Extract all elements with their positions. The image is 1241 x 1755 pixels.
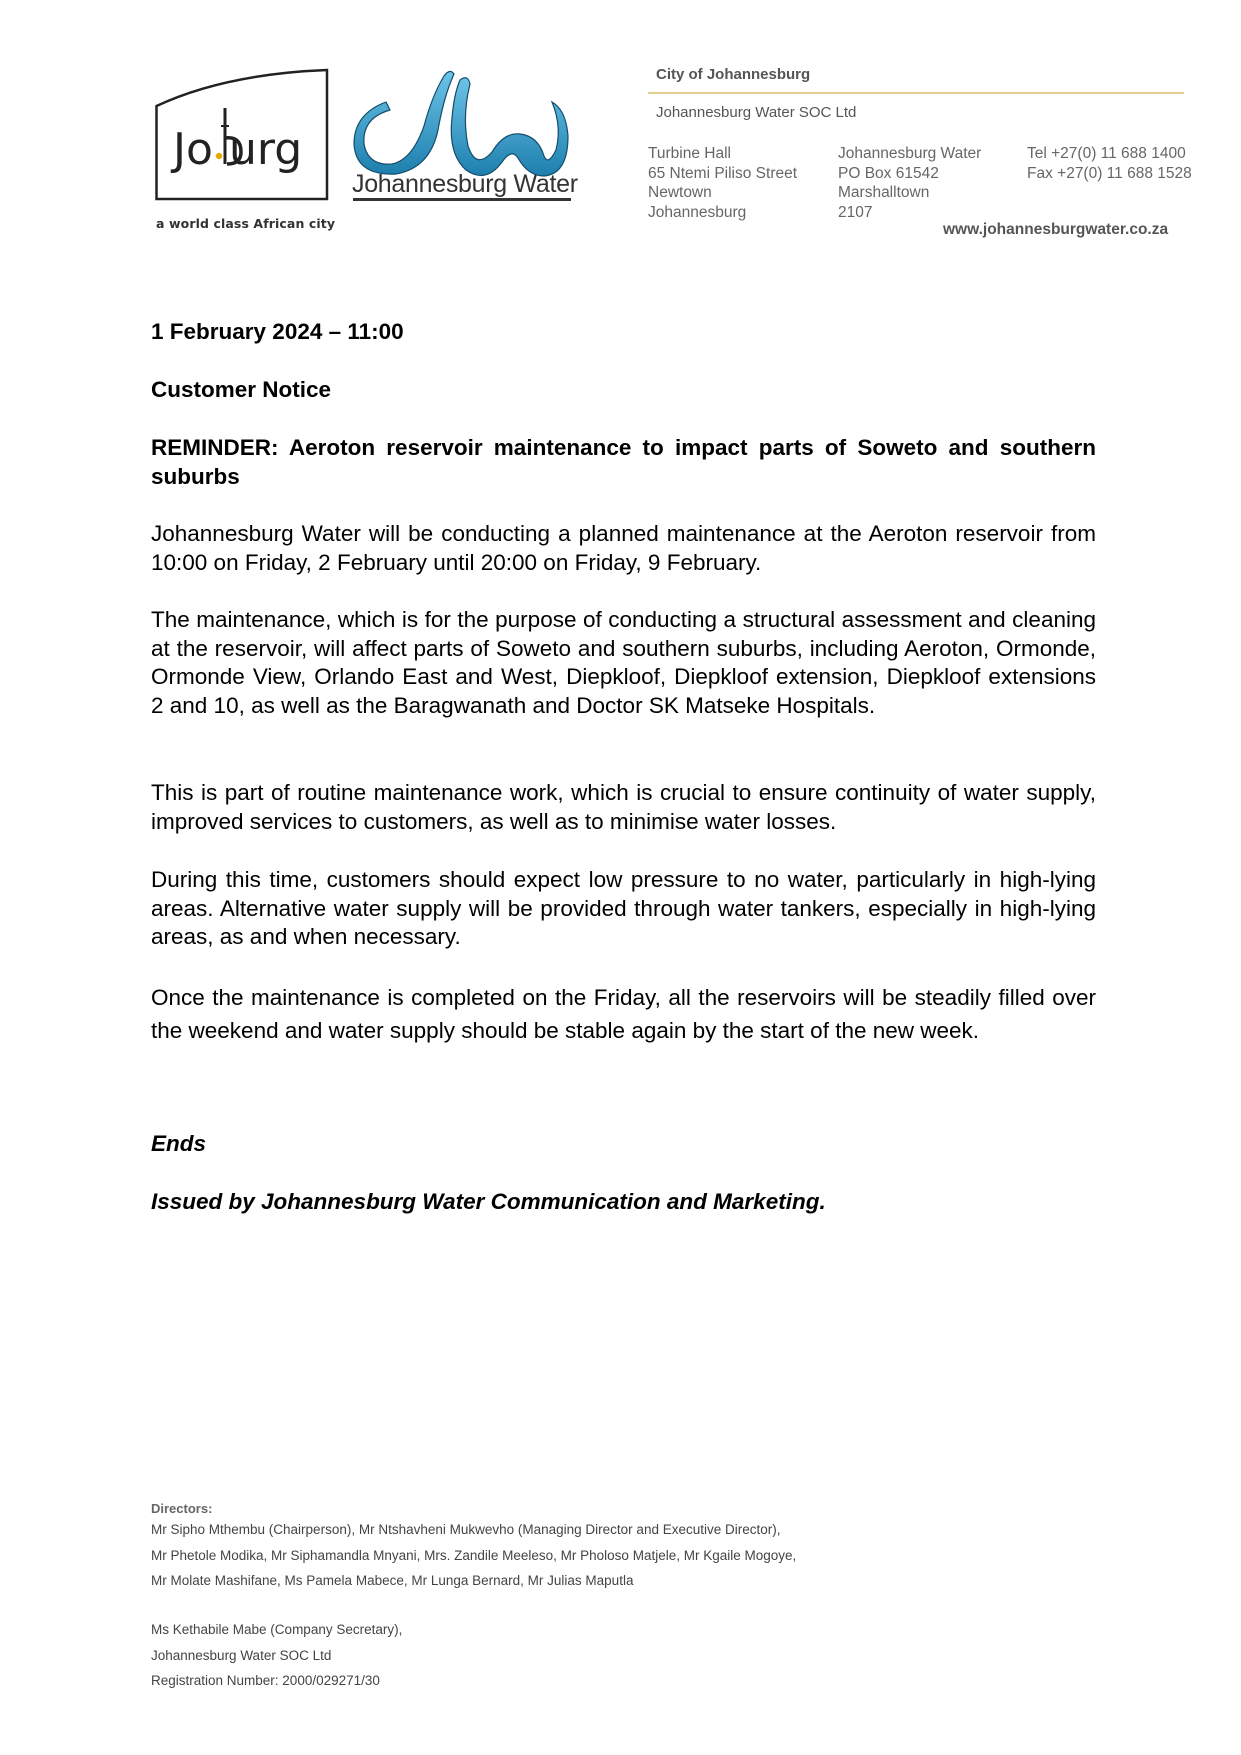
svg-text:urg: urg <box>229 124 303 175</box>
registration-number: Registration Number: 2000/029271/30 <box>151 1673 380 1688</box>
website-link[interactable]: www.johannesburgwater.co.za <box>943 221 1169 238</box>
address-line: Newtown <box>648 184 712 201</box>
paragraph-schedule: Johannesburg Water will be conducting a planned maintenance at the Aeroton reservoir from 10:00 on Friday, 2 February until 20:00 on Friday, 9 February. <box>151 521 1096 575</box>
address-line: 65 Ntemi Piliso Street <box>648 164 798 182</box>
paragraph-impact: During this time, customers should expect low pressure to no water, particularly in high-lying areas. Alternative water supply will be provided through water tankers, especially in high-lying areas, as and when necessary. <box>151 867 1096 949</box>
paragraph-purpose: This is part of routine maintenance work, which is crucial to ensure continuity of water supply, improved services to customers, as well as to minimise water losses. <box>151 780 1096 834</box>
city-name: City of Johannesburg <box>656 66 811 83</box>
address-line: Turbine Hall <box>648 145 731 162</box>
issued-by: Issued by Johannesburg Water Communication and Marketing. <box>151 1189 826 1214</box>
directors-line: Mr Molate Mashifane, Ms Pamela Mabece, Mr Lunga Bernard, Mr Julias Maputla <box>151 1573 634 1588</box>
notice-date: 1 February 2024 – 11:00 <box>151 319 404 344</box>
address-line: Johannesburg Water <box>838 145 982 162</box>
ends-marker: Ends <box>151 1131 207 1156</box>
footer-company: Johannesburg Water SOC Ltd <box>151 1647 332 1663</box>
address-line: Johannesburg <box>648 203 747 221</box>
joburg-tagline: a world class African city <box>156 216 336 231</box>
directors-line: Mr Sipho Mthembu (Chairperson), Mr Ntshavheni Mukwevho (Managing Director and Executive Director), <box>151 1522 781 1537</box>
directors-line: Mr Phetole Modika, Mr Siphamandla Mnyani, Mrs. Zandile Meeleso, Mr Pholoso Matjele, Mr Kgaile Mogoye, <box>151 1547 797 1563</box>
fax: Fax +27(0) 11 688 1528 <box>1027 164 1192 182</box>
physical-address <box>648 144 797 222</box>
contact-info <box>1027 144 1192 183</box>
directors-list <box>151 1517 796 1594</box>
johannesburg-water-wordmark: Johannesburg Water <box>352 170 578 198</box>
joburg-wordmark: Jo <box>173 124 213 175</box>
telephone: Tel +27(0) 11 688 1400 <box>1027 145 1186 162</box>
directors-label: Directors: <box>151 1501 213 1516</box>
address-line: Marshalltown <box>838 184 930 201</box>
notice-type: Customer Notice <box>151 377 332 402</box>
company-registration <box>151 1617 402 1694</box>
postal-address <box>838 144 981 222</box>
tower-dot-icon <box>216 153 222 159</box>
letterhead-divider <box>648 92 1184 94</box>
company-name: Johannesburg Water SOC Ltd <box>656 104 857 121</box>
notice-headline: REMINDER: Aeroton reservoir maintenance to impact parts of Soweto and southern suburbs <box>151 435 1096 489</box>
paragraph-affected-areas: The maintenance, which is for the purpose of conducting a structural assessment and cleaning at the reservoir, will affect parts of Soweto and southern suburbs, including Aeroton, Ormonde, Ormonde View, Orlando East and West, Diepkloof, Diepkloof extension, Diepkloof extensions 2 and 10, as well as the Baragwanath and Doctor SK Matseke Hospitals. <box>151 607 1096 718</box>
paragraph-restoration: Once the maintenance is completed on the Friday, all the reservoirs will be steadily filled over the weekend and water supply should be stable again by the start of the new week. <box>151 985 1096 1043</box>
logo-underline <box>353 198 571 201</box>
company-secretary: Ms Kethabile Mabe (Company Secretary), <box>151 1622 403 1637</box>
address-line: 2107 <box>838 203 873 221</box>
address-line: PO Box 61542 <box>838 164 939 182</box>
joburg-logo <box>155 68 330 201</box>
